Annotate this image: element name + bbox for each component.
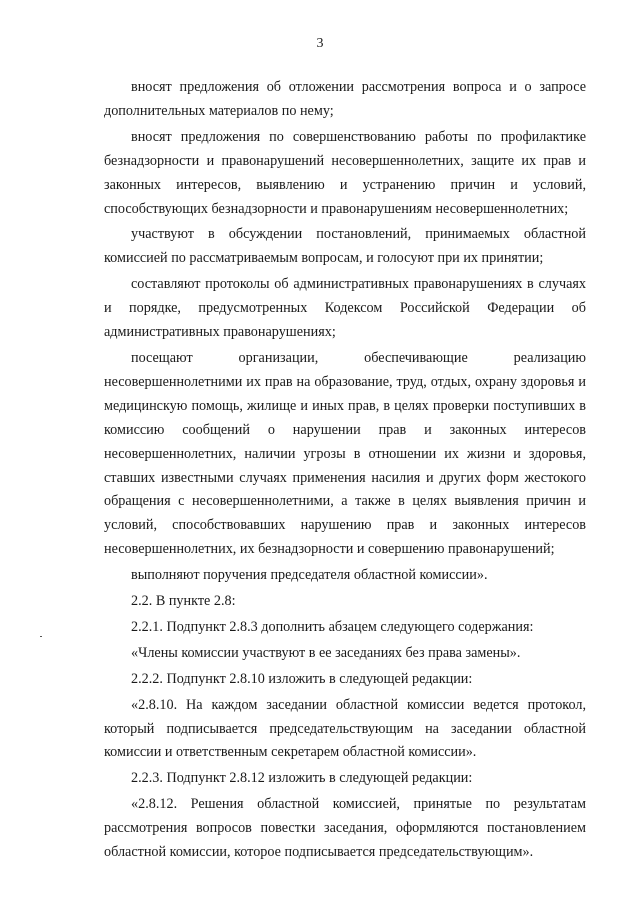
paragraph-participate-discussion: участвуют в обсуждении постановлений, принимаемых областной комиссией по рассматриваемым вопросам, и голосуют при их принятии; [104,226,586,267]
paragraph-fulfill-orders: выполняют поручения председателя областной комиссии». [131,567,488,584]
paragraph-draw-up-protocols: составляют протоколы об административных правонарушениях в случаях и порядке, предусмотренных Кодексом Российской Федерации об административных правонарушениях; [104,276,586,341]
paragraph-item-2-2: 2.2. В пункте 2.8: [131,593,236,610]
paragraph-2-8-12-quote: «2.8.12. Решения областной комиссией, принятые по результатам рассмотрения вопросов повестки заседания, оформляются постановлением областной комиссии, которое подписывается председательствующим». [104,796,586,861]
paragraph-item-2-2-3: 2.2.3. Подпункт 2.8.12 изложить в следующей редакции: [131,770,473,787]
paragraph-2-8-10-quote: «2.8.10. На каждом заседании областной комиссии ведется протокол, который подписывается председательствующим на заседании областной комиссии и ответственным секретарем областной комиссии». [104,696,586,761]
paragraph-proposals-improve: вносят предложения по совершенствованию работы по профилактике безнадзорности и правонарушений несовершеннолетних, защите их прав и законных интересов, выявлению и устранению причин и условий, способствующих безнадзорности и правонарушениям несовершеннолетних; [104,128,586,217]
paragraph-proposals-postpone: вносят предложения об отложении рассмотрения вопроса и о запросе дополнительных материалов по нему; [104,79,586,119]
paragraph-visit-organizations: посещают организации, обеспечивающие реализацию несовершеннолетними их прав на образование, труд, отдых, охрану здоровья и медицинскую помощь, жилище и иных прав, в целях проверки поступивших в комиссию сообщений о нарушении прав и законных интересов несовершеннолетних, наличии угрозы в отношении их жизни и здоровья, ставших известными случаях применения насилия и других форм жестокого обращения с несовершеннолетними, а также в целях выявления причин и условий, способствовавших нарушению прав и законных интересов несовершеннолетних, их безнадзорности и совершению правонарушений; [104,349,586,558]
paragraph-members-quote: «Члены комиссии участвуют в ее заседаниях без права замены». [131,644,521,661]
paragraph-item-2-2-2: 2.2.2. Подпункт 2.8.10 изложить в следующей редакции: [131,670,473,687]
page-number: 3 [316,36,324,51]
document-body [104,76,586,867]
paragraph-item-2-2-1: 2.2.1. Подпункт 2.8.3 дополнить абзацем следующего содержания: [131,618,534,635]
margin-mark [40,636,42,637]
